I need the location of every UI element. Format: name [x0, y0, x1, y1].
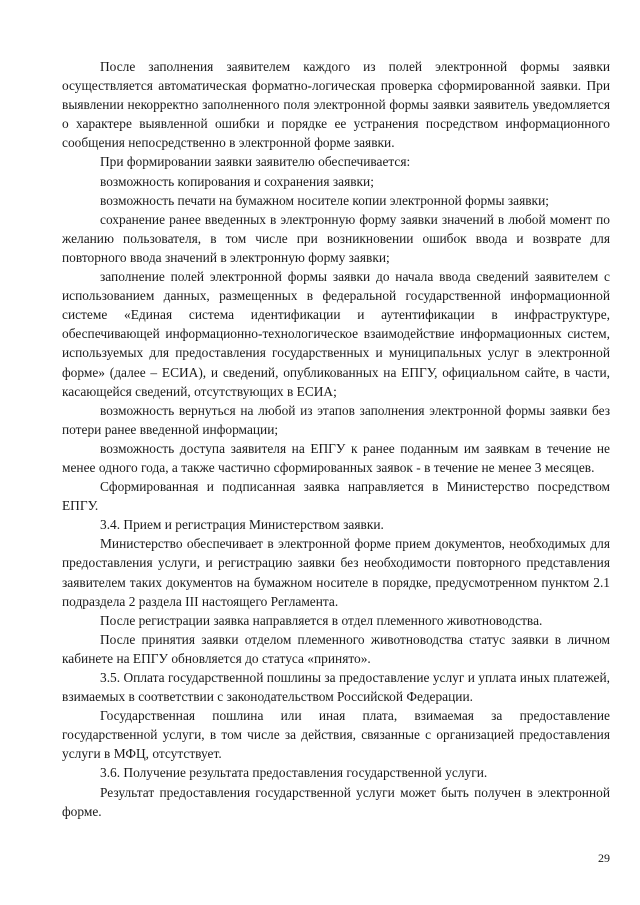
paragraph: При формировании заявки заявителю обеспечивается: — [100, 154, 411, 170]
paragraph: После принятия заявки отделом племенного животноводства статус заявки в личном кабинете на ЕПГУ обновляется до статуса «принято». — [62, 631, 610, 666]
paragraph: После заполнения заявителем каждого из полей электронной формы заявки осуществляется автоматическая форматно-логическая проверка сформированной заявки. При выявлении некорректно заполненного поля электронной формы заявки заявитель уведомляется о характере выявленной ошибки и порядке ее устранения посредством информационного сообщения непосредственно в электронной форме заявки. — [62, 59, 610, 151]
section-heading: 3.6. Получение результата предоставления государственной услуги. — [100, 765, 488, 781]
paragraph: После регистрации заявка направляется в отдел племенного животноводства. — [100, 612, 543, 628]
page-number: 29 — [598, 851, 610, 865]
paragraph: возможность печати на бумажном носителе копии электронной формы заявки; — [100, 192, 549, 208]
section-heading: 3.4. Прием и регистрация Министерством заявки. — [100, 517, 384, 533]
section-heading: 3.5. Оплата государственной пошлины за предоставление услуг и уплата иных платежей, взимаемых в соответствии с законодательством Российской Федерации. — [62, 670, 610, 705]
body-text — [62, 57, 610, 821]
paragraph: сохранение ранее введенных в электронную форму заявки значений в любой момент по желанию пользователя, в том числе при возникновении ошибок ввода и возврате для повторного ввода значений в электронную форму заявки; — [62, 211, 610, 265]
paragraph: Сформированная и подписанная заявка направляется в Министерство посредством ЕПГУ. — [62, 479, 610, 514]
paragraph: заполнение полей электронной формы заявки до начала ввода сведений заявителем с использованием данных, размещенных в федеральной государственной информационной системе «Единая система идентификации и аутентификации в инфраструктуре, обеспечивающей информационно-технологическое взаимодействие информационных систем, используемых для предоставления государственных и муниципальных услуг в электронной форме» (далее – ЕСИА), и сведений, опубликованных на ЕПГУ, официальном сайте, в части, касающейся сведений, отсутствующих в ЕСИА; — [62, 269, 610, 399]
paragraph: возможность доступа заявителя на ЕПГУ к ранее поданным им заявкам в течение не менее одного года, а также частично сформированных заявок - в течение не менее 3 месяцев. — [62, 440, 610, 475]
paragraph: Результат предоставления государственной услуги может быть получен в электронной форме. — [62, 784, 610, 819]
paragraph: Государственная пошлина или иная плата, взимаемая за предоставление государственной услуги, в том числе за действия, связанные с организацией предоставления услуги в МФЦ, отсутствует. — [62, 708, 610, 762]
paragraph: Министерство обеспечивает в электронной форме прием документов, необходимых для предоставления услуги, и регистрацию заявки без необходимости повторного представления заявителем таких документов на бумажном носителе в порядке, предусмотренном пунктом 2.1 подраздела 2 раздела III настоящего Регламента. — [62, 536, 610, 609]
paragraph: возможность вернуться на любой из этапов заполнения электронной формы заявки без потери ранее введенной информации; — [62, 402, 610, 437]
paragraph: возможность копирования и сохранения заявки; — [100, 173, 374, 189]
